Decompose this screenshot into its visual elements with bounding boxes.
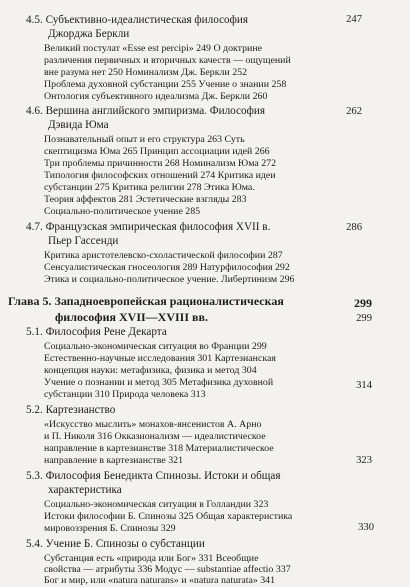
topic-line: Проблема духовной субстанции 255 Учение о знании 258 [44, 79, 287, 90]
topic-line: субстанции 275 Критика религии 278 Этика Юма. [44, 182, 255, 193]
topic-line: Типология философских отношений 274 Критика идеи [44, 170, 276, 181]
topic-line: Естественно-научные исследования 301 Картезианская [44, 353, 276, 364]
section-title: 5.1. Философия Рене Декарта [26, 326, 167, 338]
section-page-number: 247 [346, 14, 362, 25]
topic-line: различения первичных и вторичных качеств — ощущений [44, 55, 291, 66]
section-title-continued: характеристика [48, 484, 122, 496]
section-title: 5.3. Философия Бенедикта Спинозы. Истоки и общая [26, 470, 281, 482]
topic-line: Сенсуалистическая гносеология 289 Натурфилософия 292 [44, 262, 290, 273]
topic-line: Онтология субъективного идеализма Дж. Беркли 260 [44, 91, 268, 102]
section-title: 5.2. Картезианство [26, 404, 116, 416]
section-title: 4.7. Французская эмпирическая философия XVII в. [26, 221, 271, 233]
section-page-number: 286 [346, 222, 362, 233]
topic-line: Великий постулат «Esse est percipi» 249 О доктрине [44, 43, 263, 54]
section-page-number: 314 [356, 380, 372, 391]
topic-line: субстанции 310 Природа человека 313 [44, 389, 206, 400]
topic-line: направление в картезианстве 318 Материалистическое [44, 443, 274, 454]
topic-line: Социально-экономическая ситуация в Голландии 323 [44, 499, 269, 510]
topic-line: Познавательный опыт и его структура 263 Суть [44, 134, 245, 145]
section-title-continued: Пьер Гассенди [48, 235, 119, 247]
topic-line: Субстанция есть «природа или Бог» 331 Всеобщие [44, 553, 259, 564]
topic-line: мировоззрения Б. Спинозы 329 [44, 523, 176, 534]
topic-line: Социально-политическое учение 285 [44, 206, 201, 217]
section-title-continued: Джорджа Беркли [48, 28, 130, 40]
topic-line: и П. Николя 316 Окказионализм — идеалистическое [44, 431, 266, 442]
section-page-number: 299 [356, 313, 372, 324]
topic-line: Истоки философии Б. Спинозы 325 Общая характеристика [44, 511, 293, 522]
section-title-continued: Дэвида Юма [48, 119, 109, 131]
section-title: 4.5. Субъективно-идеалистическая философия [26, 14, 249, 26]
topic-line: Три проблемы причинности 268 Номинализм Юма 272 [44, 158, 277, 169]
chapter-page-number: 299 [354, 296, 372, 310]
section-page-number: 262 [346, 106, 362, 117]
topic-line: скептицизма Юма 265 Принцип ассоциации идей 266 [44, 146, 270, 157]
topic-line: «Искусство мыслить» монахов-янсенистов А. Арно [44, 419, 262, 430]
section-title: 4.6. Вершина английского эмпиризма. Философия [26, 105, 265, 117]
section-title: 5.4. Учение Б. Спинозы о субстанции [26, 538, 205, 550]
topic-line: Критика аристотелевско-схоластической философии 287 [44, 250, 283, 261]
topic-line: Учение о познании и метод 305 Метафизика духовной [44, 377, 274, 388]
topic-line: свойства — атрибуты 336 Модус — substantiae affectio 337 [44, 564, 291, 575]
chapter-title: Глава 5. Западноевропейская рационалистическая [8, 294, 284, 308]
topic-line: Этика и социально-политическое учение. Либертинизм 296 [44, 274, 295, 285]
section-page-number: 330 [358, 522, 374, 533]
topic-line: концепция науки: метафизика, физика и метод 304 [44, 365, 257, 376]
chapter-title-continued: философия XVII—XVIII вв. [55, 310, 208, 324]
topic-line: Бог и мир, или «natura naturans» и «natura naturata» 341 [44, 575, 276, 586]
topic-line: Теория аффектов 281 Эстетические взгляды 283 [44, 194, 247, 205]
topic-line: вне разума нет 250 Номинализм Дж. Беркли 252 [44, 67, 248, 78]
topic-line: направление в картезианстве 321 [44, 455, 184, 466]
topic-line: Социально-экономическая ситуация во Франции 299 [44, 341, 267, 352]
section-page-number: 323 [356, 455, 372, 466]
